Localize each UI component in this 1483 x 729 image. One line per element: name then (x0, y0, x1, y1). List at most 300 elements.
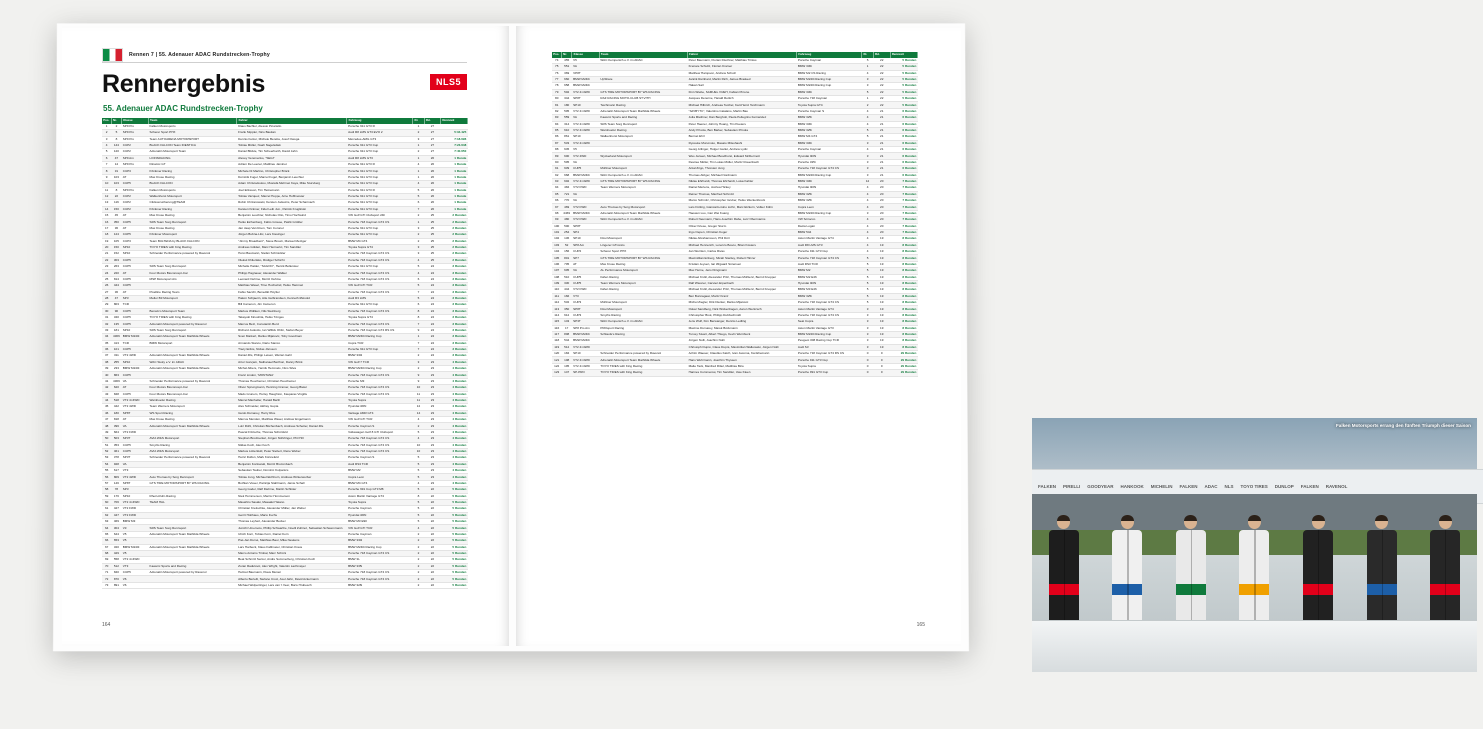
cell-pos: 26 (102, 283, 111, 289)
cell-rd: 0 (873, 351, 890, 357)
cell-fahrer: Georg Arlinger, Holger Garlet, Andrew Lydic (687, 147, 796, 153)
cell-rd: 19 (873, 312, 890, 318)
cell-rd: 23 (424, 417, 440, 423)
cell-fahrer: "Jimmy Broadbent", Steve Brown, Manuel Metzger (237, 238, 347, 244)
cell-team: Schneider Performance powered by Ravenol (148, 455, 237, 461)
cell-fahrzeug: Porsche 911 GT3 Cup (797, 357, 862, 363)
cell-team: GTS TIRE MOTORSPORT BY WS RACING (148, 480, 237, 486)
cell-rd: 24 (424, 327, 440, 333)
cell-rd: 26 (424, 168, 440, 174)
cell-pos: 52 (102, 448, 111, 454)
cell-rd: 19 (873, 331, 890, 337)
cell-fahrzeug: Porsche 718 Cayman GT4 RS CS (797, 351, 862, 357)
cell-klasse: CUP3 (572, 312, 599, 318)
cell-pos: 108 (552, 274, 561, 280)
cell-fahrer: Peter Haener, Johnny Huang, Tim Peeters (687, 121, 796, 127)
sponsor-logo: RAVENOL (1325, 483, 1348, 489)
cell-rd: 19 (873, 274, 890, 280)
cell-fahrzeug: Aston Martin Vantage GT3 (797, 325, 862, 331)
cell-pos: 45 (102, 404, 111, 410)
cell-rennzeit: 8 Runden (890, 306, 917, 312)
cell-rennzeit: 8 Runden (890, 338, 917, 344)
cell-kl: 5 (862, 255, 874, 261)
cell-nr: 22 (111, 193, 121, 199)
cell-team: Adrenalin Motorsport Team Mathilda Wheels (148, 366, 237, 372)
cell-fahrzeug: BMW M3 E90 (347, 519, 413, 525)
cell-nr: 156 (561, 249, 572, 255)
cell-kl: 5 (862, 58, 874, 64)
cell-kl: 0 (862, 370, 874, 376)
cell-fahrer: Tracy Erdös, Niclas Jönsson (237, 346, 347, 352)
cell-pos: 35 (102, 340, 111, 346)
cell-nr: 502 (561, 89, 572, 95)
cell-kl: 4 (862, 147, 874, 153)
sponsor-logo: TOYO TIRES (1240, 483, 1268, 489)
cell-fahrzeug: BMW 325i (797, 293, 862, 299)
cell-nr: 4306 (113, 334, 120, 339)
cell-fahrer: Klaus Bachler, Alessio Picariello (237, 124, 347, 130)
cell-fahrzeug: Audi R8 LMS GT3 (347, 155, 413, 161)
cell-rd: 21 (873, 115, 890, 121)
cell-kl: 2 (413, 366, 424, 372)
cell-kl: 1 (413, 124, 424, 130)
cell-klasse: CUP3 (572, 300, 599, 306)
cell-rd: 20 (873, 198, 890, 204)
cell-fahrzeug: Toyota Supra (347, 499, 413, 505)
cell-nr: 427 (111, 506, 121, 512)
cell-rennzeit: 29 Runden (890, 363, 917, 369)
cell-pos: 122 (552, 363, 561, 369)
cell-rennzeit: 8 Runden (890, 287, 917, 293)
cell-rd: 24 (424, 340, 440, 346)
cell-team: Adrenalin Motorsport powered by Ravenol (148, 321, 237, 327)
cell-pos: 80 (552, 96, 561, 102)
cell-team: Schlaufe's Racing (599, 331, 687, 337)
cell-kl: 2 (413, 423, 424, 429)
cell-team: GTS TIRE MOTORSPORT BY WS RACING (599, 89, 687, 95)
cell-pos: 28 (102, 295, 111, 301)
cell-rennzeit: 1 Runde (441, 206, 468, 212)
cell-rennzeit: 3 Runden (441, 283, 468, 289)
col-header-1: Nr. (111, 118, 121, 124)
cell-nr: 152 (111, 251, 121, 257)
cell-nr: 4469 (563, 210, 571, 215)
cell-pos: 53 (102, 455, 111, 461)
cell-fahrer: Jürgen Nolli, Joachim Nolli (687, 338, 796, 344)
cell-pos: 69 (102, 557, 111, 563)
cell-rennzeit: 6 Runden (890, 153, 917, 159)
cell-kl: 4 (862, 204, 874, 210)
cell-rennzeit: 2 Runden (441, 251, 468, 257)
cell-nr: 645 (561, 147, 572, 153)
cell-rd: 23 (424, 455, 440, 461)
cell-nr: 52 (561, 242, 572, 248)
cell-rennzeit: 8 Runden (890, 344, 917, 350)
cell-nr: 344 (561, 96, 572, 102)
cell-pos: 14 (102, 206, 111, 212)
cell-rd: 22 (873, 89, 890, 95)
cell-fahrer: Bennet Ehrl (687, 134, 796, 140)
cell-rennzeit: 5 Runden (441, 576, 468, 582)
cell-team: Walkenhorst Motorsport (148, 193, 237, 199)
cell-kl: 4 (862, 229, 874, 235)
cell-fahrer: Bothlan Visser, Patricija Stahlmann, Jamie Schall (237, 480, 347, 486)
cell-fahrer: Jannik Reinhard, Martin Rich, James Brasked (687, 76, 796, 82)
cell-fahrer: Oliver Sprungmann, Henning Cramer, Georg Bieler (237, 385, 347, 391)
cell-pos: 29 (102, 302, 111, 308)
cell-nr: 45 (111, 213, 121, 219)
cell-rd: 22 (424, 499, 440, 505)
cell-team: KKrämer Racing (148, 168, 237, 174)
cell-team: Lingerer GTronics (599, 242, 687, 248)
cell-kl: 3 (862, 306, 874, 312)
cell-kl: 4 (862, 108, 874, 114)
cell-rd: 25 (424, 238, 440, 244)
running-head (102, 48, 270, 62)
cell-rd: 19 (873, 261, 890, 267)
cell-pos: 44 (102, 397, 111, 403)
cell-pos: 65 (102, 531, 111, 537)
cell-pos: 68 (102, 550, 111, 556)
cell-fahrer: Achim Waeser, Claudius Katch, Ivan Jacoma, Kai Ehemann (687, 351, 796, 357)
col-header-6: Kl. (862, 52, 874, 58)
cell-rennzeit: 3 Runden (441, 315, 468, 321)
cell-kl: 3 (862, 210, 874, 216)
cell-team: Four Motors Bioconcept-Car (148, 270, 237, 276)
cell-rd: 20 (873, 178, 890, 184)
cell-pos: 107 (552, 268, 561, 274)
cell-kl: 2 (413, 582, 424, 588)
cell-klasse: V6 (122, 582, 149, 588)
cell-fahrer: Niklas Abrahamsson, Phil Dörr (687, 236, 796, 242)
cell-pos: 88 (552, 147, 561, 153)
cell-team: Team Werners Motorsport (599, 280, 687, 286)
cell-rennzeit: 6 Runden (890, 159, 917, 165)
cell-rd: 21 (873, 147, 890, 153)
cell-kl: 4 (413, 417, 424, 423)
cell-pos: 73 (102, 582, 111, 588)
cell-kl: 11 (413, 391, 424, 397)
cell-nr: 610 (561, 127, 572, 133)
cell-klasse: SP3 (122, 295, 149, 301)
cell-team: GTS TIRE MOTORSPORT BY WS RACING (599, 178, 687, 184)
cell-fahrzeug: BMW M240i Racing Cup (797, 331, 862, 337)
cell-pos: 93 (552, 178, 561, 184)
cell-kl: 9 (413, 327, 424, 333)
cell-fahrer: Peter Baumann, Florian Dischner, Matthias Trinius (687, 58, 796, 64)
cell-klasse: SP3 (122, 487, 149, 493)
cell-rennzeit: 7 Runden (890, 185, 917, 191)
cell-nr: 36 (111, 289, 121, 295)
cell-nr: 350 (111, 219, 121, 225)
cell-rd: 24 (424, 308, 440, 314)
cell-nr: 653 (111, 538, 121, 544)
col-header-1: Nr. (561, 52, 572, 58)
cell-team: Max Kruse Racing (148, 213, 237, 219)
cell-rd: 0 (873, 363, 890, 369)
cell-pos: 1 (102, 124, 111, 130)
cell-rennzeit: 7:18.696 (441, 136, 468, 142)
cell-kl: 4 (862, 70, 874, 76)
cell-fahrer: Beat Schmitz Senior, Andre Sommerberg, Christian Koch (237, 557, 347, 563)
cell-team: Rhein-Ruhr-Racing (148, 493, 237, 499)
cell-klasse: V5 (122, 538, 149, 544)
cell-klasse: VT2 FWD (122, 512, 149, 518)
cell-kl: 3 (862, 166, 874, 172)
page-subtitle: 55. Adenauer ADAC Rundstrecken-Trophy (103, 104, 263, 113)
cell-rd: 22 (424, 550, 440, 556)
cell-team: SRS Team Sorg Rennsport (148, 525, 237, 531)
cell-pos: 75 (552, 64, 561, 70)
cell-pos: 50 (102, 436, 111, 442)
cell-fahrzeug: Porsche Cayman S (347, 423, 413, 429)
cell-kl: 2 (413, 149, 424, 155)
cell-klasse: VT2 4WD (122, 353, 149, 359)
cell-fahrer: Malte Tack, Manfred Rittel, Matthias Bins (687, 363, 796, 369)
cell-rennzeit: 8 Runden (890, 319, 917, 325)
page-number-right: 165 (916, 622, 925, 628)
cell-rennzeit: 8 Runden (890, 261, 917, 267)
cell-klasse: VA (122, 461, 149, 467)
cell-pos: 98 (552, 210, 561, 216)
cell-kl: 4 (862, 185, 874, 191)
cell-team: WAC Kempenich e.V. im ADAC (599, 58, 687, 64)
cell-fahrer: Michael Knöll, Alexander Pritz, Thomas Mühlenz, Bernd Knopper (687, 274, 796, 280)
cell-klasse: CUP5 (122, 181, 149, 187)
cell-fahrzeug: Hyundai i30N (347, 404, 413, 410)
cell-pos: 30 (102, 308, 111, 314)
cell-fahrer: Benjamin Leuchter, Nicholas Otto, Timo Hochwind (237, 213, 347, 219)
cell-fahrer: Richard Judovits, Ian Willick Ohlin, Stefan Beyer (237, 327, 347, 333)
cell-pos: 94 (552, 185, 561, 191)
cell-team: Falken Motorsports (148, 124, 237, 130)
cell-klasse: SP8T (122, 480, 149, 486)
cell-nr: 818 (111, 417, 121, 423)
cell-fahrzeug: BMW 335i (347, 563, 413, 569)
cell-fahrzeug: Porsche Cayman S (797, 108, 862, 114)
cell-rd: 22 (424, 487, 440, 493)
cell-nr: 664 (111, 429, 121, 435)
cell-fahrzeug: BMW 330i (347, 353, 413, 359)
cell-kl: 3 (862, 172, 874, 178)
cell-kl: 9 (413, 378, 424, 384)
driver-hair (1121, 515, 1134, 521)
cell-rd: 25 (424, 251, 440, 257)
col-header-3: Team (148, 118, 237, 124)
cell-pos: 114 (552, 312, 561, 318)
cell-pos: 111 (552, 293, 561, 299)
cell-team: BLACK FALCON Team IDENTICA (148, 142, 237, 148)
cell-fahrer: Thomas Heuchemer, Christian Heuchemer (237, 378, 347, 384)
cell-nr: 444 (561, 287, 572, 293)
cell-rd: 26 (424, 187, 440, 193)
cell-rd: 23 (424, 480, 440, 486)
cell-nr: 144 (111, 142, 121, 148)
cell-klasse: VA (122, 423, 149, 429)
cell-fahrer: Desiree Müller, Tim Lukas Müller, Moritz Rosenbach (687, 159, 796, 165)
cell-rennzeit: 7 Runden (890, 204, 917, 210)
cell-kl: 1 (413, 142, 424, 148)
cell-klasse: VT2 4×4WD (572, 108, 599, 114)
cell-klasse: CUP5 (122, 391, 149, 397)
cell-nr: 861 (561, 134, 572, 140)
cell-nr: 4309 (113, 378, 120, 383)
cell-rennzeit: 3 Runden (441, 295, 468, 301)
cell-nr: 303 (111, 257, 121, 263)
cell-kl: 1 (413, 174, 424, 180)
cell-pos: 61 (102, 506, 111, 512)
cell-fahrer: Ben Bunnagaat, Moritz Kranz (687, 293, 796, 299)
cell-rennzeit: 1 Runde (441, 155, 468, 161)
cell-rd: 22 (424, 531, 440, 537)
cell-rd: 24 (424, 276, 440, 282)
cell-fahrer: Lutz Rühl, Christian Büchenbach, Andreas Schetter, Daniel Zils (237, 423, 347, 429)
cell-klasse: V3 (122, 525, 149, 531)
cell-nr: 233 (111, 366, 121, 372)
cell-pos: 89 (552, 153, 561, 159)
cell-nr: 413 (111, 340, 121, 346)
cell-fahrzeug: VW Golf 7 TCR (347, 359, 413, 365)
cell-kl: 10 (413, 448, 424, 454)
cell-fahrzeug: Porsche 718 Cayman GT4 CS (797, 300, 862, 306)
cell-rennzeit: 6 Runden (890, 127, 917, 133)
cell-pos: 104 (552, 249, 561, 255)
cell-klasse: CUP2 (122, 200, 149, 206)
cell-klasse: SP8T (572, 306, 599, 312)
cell-fahrzeug: Porsche 911 GT3 Cup (347, 142, 413, 148)
cell-fahrzeug: Audi RS3 TCR (347, 461, 413, 467)
cell-fahrzeug: BMW M3 E46 (797, 287, 862, 293)
cell-team: Adrenalin Motorsport Team (148, 149, 237, 155)
cell-klasse: BMW M240i (572, 172, 599, 178)
cell-team: Smyrlis Racing (599, 312, 687, 318)
cell-fahrer: Turvey Stuart, Albert Thiego, Kevin Wernbuck (687, 331, 796, 337)
cell-klasse: SP9 Pro (122, 187, 149, 193)
cell-rennzeit: 5 Runden (890, 96, 917, 102)
cell-fahrzeug: Porsche 718 Cayman GT4 CS (347, 276, 413, 282)
cell-fahrzeug: Porsche 911 GT3 Cup (347, 193, 413, 199)
cell-pos: 39 (102, 366, 111, 372)
cell-kl: 4 (413, 436, 424, 442)
cell-fahrzeug: Porsche 718 Cayman GT4 CS (347, 270, 413, 276)
cell-rennzeit: 7 Runden (890, 217, 917, 223)
cell-kl: 5 (413, 468, 424, 474)
cell-fahrzeug: Hyundai i30N (797, 185, 862, 191)
cell-rennzeit: 5 Runden (441, 557, 468, 563)
cell-pos: 13 (102, 200, 111, 206)
cell-pos: 83 (552, 115, 561, 121)
cell-fahrer: Tobias Vazquez, Marcel Hoppe, Arne Hoffmeister (237, 193, 347, 199)
cell-team: Kaweric Sports and Racing (148, 563, 237, 569)
cell-rennzeit: 1 Runde (441, 174, 468, 180)
sponsor-logo: FALKEN (1300, 483, 1319, 489)
cell-kl: 3 (413, 136, 424, 142)
cell-fahrer: Guido Dumarey, Harry Rice (237, 410, 347, 416)
cell-pos: 41 (102, 378, 111, 384)
cell-klasse: TCR (122, 302, 149, 308)
cell-fahrzeug: Aston Martin Vantage GT4 (797, 236, 862, 242)
cell-nr: 444 (111, 283, 121, 289)
cell-rennzeit: 4 Runden (441, 423, 468, 429)
cell-fahrzeug: Porsche M3 (347, 378, 413, 384)
cell-fahrzeug: Porsche 911 GT3 Cup (347, 302, 413, 308)
cell-pos: 71 (102, 570, 111, 576)
cell-team: Adrenalin Motorsport Team Mathilda Wheels (148, 353, 237, 359)
cell-klasse: VT3 (122, 468, 149, 474)
cell-kl: 4 (413, 181, 424, 187)
cell-kl: 4 (862, 115, 874, 121)
cell-fahrer: Kristian Jeysen, Ian Ørgaard Sörensen (687, 261, 796, 267)
cell-fahrer: Christian Kreitschke, Alexander Müller, Jan Weber (237, 506, 347, 512)
cell-team: AVIA W&S Motorsport (148, 436, 237, 442)
cell-fahrer: Daniel Zils, Philipp Leisen, Werian Gahl (237, 353, 347, 359)
cell-kl: 3 (862, 83, 874, 89)
cell-kl: 4 (413, 257, 424, 263)
cell-team: Wamhoefer Racing (599, 127, 687, 133)
cell-rd: 21 (873, 127, 890, 133)
cell-klasse: AT (122, 385, 149, 391)
cell-rennzeit: 3 Runden (441, 321, 468, 327)
cell-rennzeit: 4 Runden (441, 442, 468, 448)
cell-fahrzeug: BMW 330i (797, 121, 862, 127)
cell-kl: 3 (413, 359, 424, 365)
cell-pos: 34 (102, 334, 111, 340)
cell-rennzeit: 6 Runden (890, 140, 917, 146)
cell-fahrer: Georg Goder, Ralf Diehme, Martin Schlüter (237, 487, 347, 493)
cell-rennzeit: 5 Runden (890, 76, 917, 82)
cell-fahrzeug: Porsche 911 GT3 R (347, 124, 413, 130)
cell-team: Mühlner Motorsport (599, 300, 687, 306)
cell-pos: 15 (102, 213, 111, 219)
cell-rd: 23 (424, 436, 440, 442)
cell-fahrer: Sebastian Tauber, Dominic Kulpanics (237, 468, 347, 474)
cell-nr: 558 (111, 557, 121, 563)
cell-team: Schneider Performance powered by Ravenol (148, 251, 237, 257)
cell-rd: 25 (424, 257, 440, 263)
cell-rennzeit: 3 Runden (441, 334, 468, 340)
cell-kl: 12 (862, 178, 874, 184)
cell-nr: 105 (111, 238, 121, 244)
cell-klasse: VA (572, 191, 599, 197)
cell-fahrzeug: Porsche 991 Cup GT3 M8 (347, 487, 413, 493)
photo-caption: Falken Motorsports errang den fünften Triumph dieser Saison (1335, 423, 1471, 428)
cell-klasse: VT2 FWD (122, 506, 149, 512)
cell-fahrer: Marco Antonio Timbal, Marc Schöni (237, 550, 347, 556)
cell-rd: 24 (424, 289, 440, 295)
cell-team: Teichmann Racing (599, 102, 687, 108)
cell-fahrzeug: Peugeot 308 Racing Cup TCR (797, 338, 862, 344)
cell-rd: 22 (873, 76, 890, 82)
cell-fahrzeug: Cupra TCR (347, 340, 413, 346)
cell-team: WAC Stoky e.V. im ADAC (148, 359, 237, 365)
cell-rennzeit: 3 Runden (441, 346, 468, 352)
cell-fahrzeug: Porsche 718 Cayman GT4 CS (347, 308, 413, 314)
cell-rd: 26 (424, 174, 440, 180)
cell-kl: 5 (862, 300, 874, 306)
cell-nr: 617 (111, 468, 121, 474)
cell-fahrzeug: BMW M2 (797, 268, 862, 274)
cell-fahrer: Robert Neumann, Hans-Joachim Rabe, Lutz Obermanns (687, 217, 796, 223)
cell-fahrzeug: Cupra Leon (347, 474, 413, 480)
cell-pos: 7 (102, 162, 111, 168)
cell-rd: 27 (424, 124, 440, 130)
cell-rennzeit: 4 Runden (441, 429, 468, 435)
cell-kl: 4 (862, 236, 874, 242)
cell-kl: 5 (413, 499, 424, 505)
cell-kl: 4 (413, 162, 424, 168)
sponsor-logo: DUNLOP (1274, 483, 1294, 489)
col-header-5: Fahrzeug (347, 118, 413, 124)
